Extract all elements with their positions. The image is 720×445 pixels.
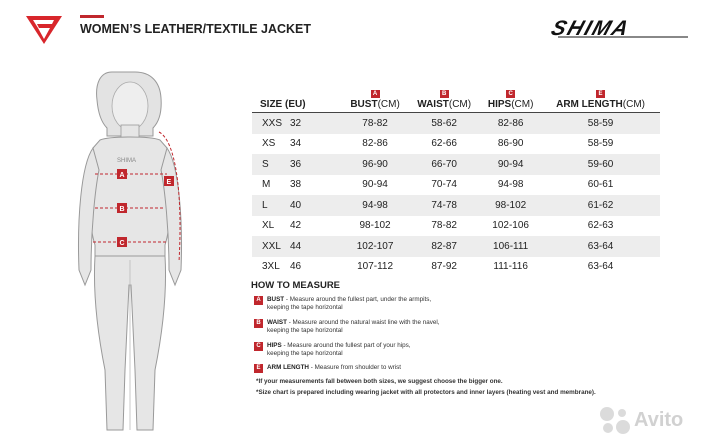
size-cell: XL <box>262 220 275 232</box>
eu-cell: 46 <box>290 261 302 273</box>
measure-desc: - Measure around the fullest part of your hips, <box>283 342 411 349</box>
table-row <box>252 236 660 257</box>
measure-desc-2: keeping the tape horizontal <box>267 304 343 311</box>
avito-dots-icon <box>598 405 632 435</box>
measure-name: BUST <box>267 296 285 303</box>
size-cell: L <box>252 195 290 216</box>
waist-cell: 70-74 <box>431 179 457 191</box>
measure-name: HIPS <box>267 342 282 349</box>
eu-cell: 38 <box>290 179 302 191</box>
waist-cell: 78-82 <box>431 220 457 232</box>
size-cell: XXS <box>252 113 290 134</box>
measure-desc: - Measure around the fullest part, under the armpits, <box>285 296 432 303</box>
hips-cell: 98-102 <box>480 195 541 216</box>
hips-marker: C <box>254 342 263 351</box>
arm-cell: 63-64 <box>541 236 660 257</box>
measure-desc: - Measure from shoulder to wrist <box>310 364 402 371</box>
bust-cell: 107-112 <box>357 261 394 273</box>
avito-wordmark: Avito <box>634 409 684 431</box>
how-to-measure-title: HOW TO MEASURE <box>251 280 341 291</box>
waist-cell: 66-70 <box>408 154 480 175</box>
size-chart-table <box>252 88 660 277</box>
hips-cell: 102-106 <box>492 220 529 232</box>
bust-cell: 96-90 <box>342 154 408 175</box>
size-cell: 3XL <box>262 261 280 273</box>
waist-cell: 87-92 <box>431 261 457 273</box>
eu-cell: 34 <box>290 138 302 150</box>
waist-cell: 82-87 <box>408 236 480 257</box>
hips-cell: 90-94 <box>480 154 541 175</box>
table-row <box>252 154 660 175</box>
size-cell: M <box>262 179 271 191</box>
col-header-size: SIZE (EU) <box>260 99 306 110</box>
hips-cell: 86-90 <box>497 138 524 150</box>
measure-desc-2: keeping the tape horizontal <box>267 327 343 334</box>
bust-cell: 90-94 <box>362 179 388 191</box>
measure-desc: - Measure around the natural waist line with the navel, <box>288 319 440 326</box>
measure-item-arm-length <box>254 364 554 372</box>
bust-cell: 102-107 <box>342 236 408 257</box>
arm-length-marker: E <box>254 364 263 373</box>
arm-cell: 60-61 <box>587 179 614 191</box>
eu-cell: 32 <box>290 113 342 134</box>
brand-wordmark: SHIMA <box>548 16 634 40</box>
shima-brand-logo <box>548 16 698 40</box>
measure-desc-2: keeping the tape horizontal <box>267 350 343 357</box>
table-row <box>252 195 660 216</box>
measure-item-hips <box>254 342 554 358</box>
col-header-hips: C HIPS(CM) <box>487 91 534 110</box>
waist-cell: 62-66 <box>431 138 457 150</box>
note-sizes-between: *If your measurements fall between both sizes, we suggest choose the bigger one. <box>256 378 503 385</box>
note-size-chart-prepared: *Size chart is prepared including wearing jacket with all protectors and inner layers (heating vest and membrane). <box>256 389 596 396</box>
size-cell: S <box>252 154 290 175</box>
bust-cell: 94-98 <box>342 195 408 216</box>
chest-logo-text: SHIMA <box>117 158 137 164</box>
table-row <box>252 257 660 278</box>
table-row <box>252 175 660 196</box>
shima-logo-icon <box>26 14 62 44</box>
measure-item-bust <box>254 296 554 312</box>
col-header-waist: B WAIST(CM) <box>417 91 472 110</box>
arm-cell: 61-62 <box>541 195 660 216</box>
title-accent-bar <box>80 15 104 18</box>
arm-cell: 62-63 <box>587 220 614 232</box>
eu-cell: 36 <box>290 154 342 175</box>
col-header-bust: A BUST(CM) <box>350 91 400 110</box>
bust-marker: A <box>254 296 263 305</box>
size-cell: XS <box>262 138 276 150</box>
page-title: WOMEN’S LEATHER/TEXTILE JACKET <box>80 22 312 36</box>
body-measure-figure <box>55 70 205 440</box>
bust-cell: 78-82 <box>342 113 408 134</box>
col-header-arm-length: E ARM LENGTH(CM) <box>556 91 645 110</box>
hips-cell: 106-111 <box>480 236 541 257</box>
avito-watermark <box>598 405 708 435</box>
arm-cell: 58-59 <box>587 138 614 150</box>
arm-cell: 58-59 <box>541 113 660 134</box>
waist-cell: 74-78 <box>408 195 480 216</box>
size-cell: XXL <box>252 236 290 257</box>
measure-name: ARM LENGTH <box>267 364 309 371</box>
table-row <box>252 216 660 237</box>
table-row <box>252 113 660 134</box>
waist-cell: 58-62 <box>408 113 480 134</box>
hips-cell: 94-98 <box>497 179 524 191</box>
eu-cell: 42 <box>290 220 302 232</box>
marker-a: A <box>119 172 125 179</box>
marker-b: B <box>119 206 125 213</box>
waist-marker: B <box>254 319 263 328</box>
table-header-row <box>252 88 660 113</box>
bust-cell: 98-102 <box>359 220 391 232</box>
arm-cell: 63-64 <box>587 261 614 273</box>
measure-item-waist <box>254 319 554 335</box>
eu-cell: 44 <box>290 236 342 257</box>
marker-e: E <box>166 179 172 186</box>
table-row <box>252 134 660 155</box>
arm-cell: 59-60 <box>541 154 660 175</box>
hips-cell: 82-86 <box>480 113 541 134</box>
marker-c: C <box>119 240 125 247</box>
measure-name: WAIST <box>267 319 287 326</box>
bust-cell: 82-86 <box>362 138 388 150</box>
eu-cell: 40 <box>290 195 342 216</box>
hips-cell: 111-116 <box>493 261 528 273</box>
